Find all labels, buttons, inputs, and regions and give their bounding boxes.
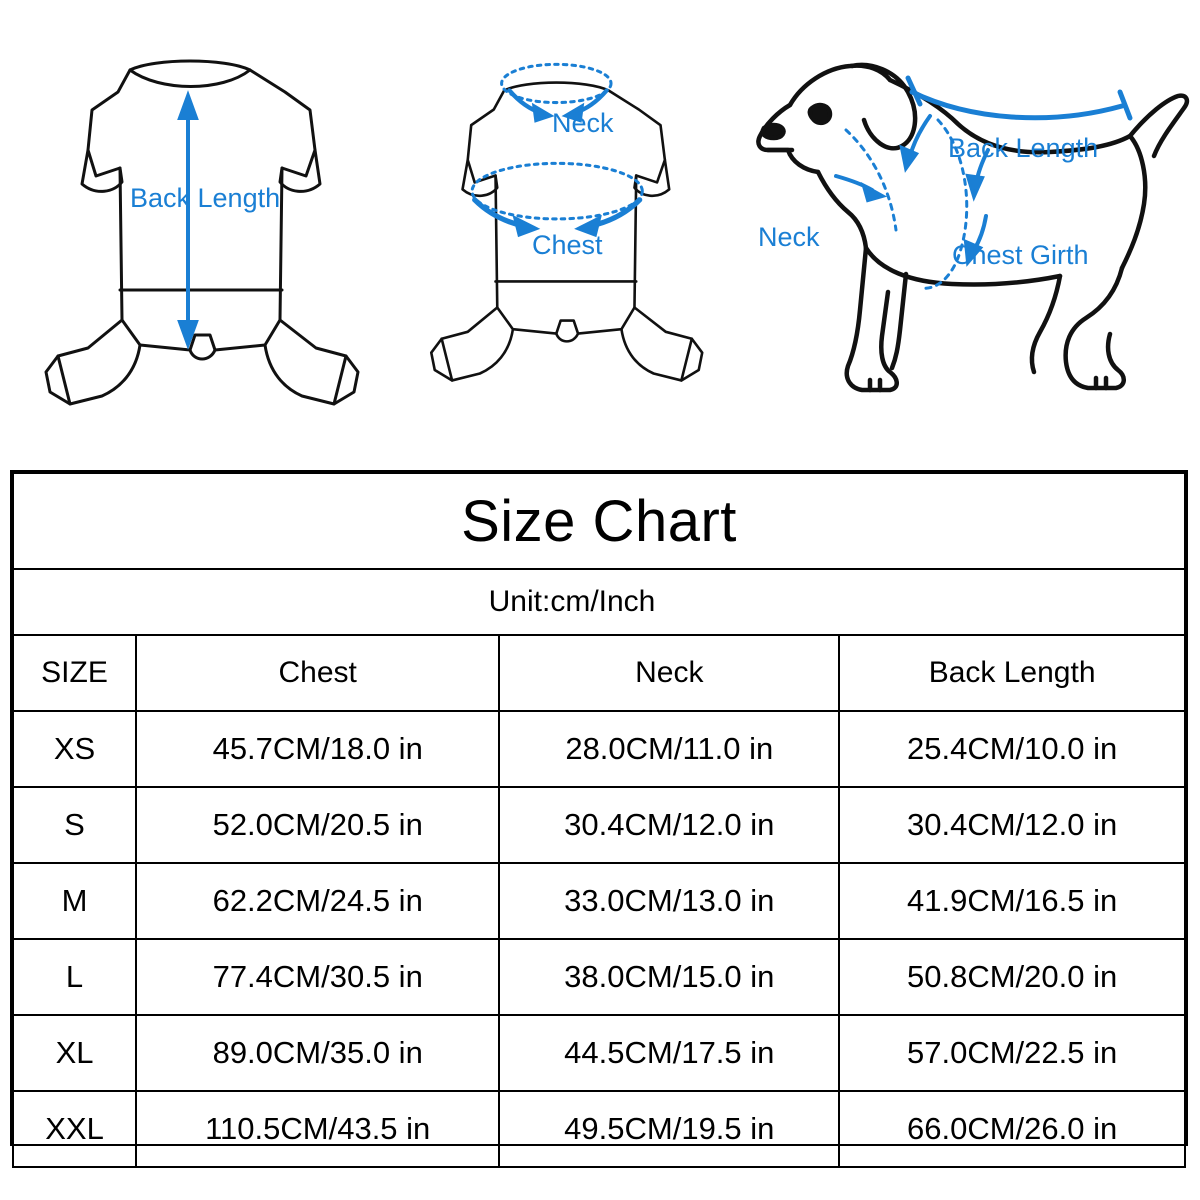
table-row	[13, 1091, 1185, 1167]
chart-title-row	[13, 473, 1185, 569]
unit-note: Unit:cm/Inch	[13, 569, 1185, 635]
label-chest-girth-dog: Chest Girth	[952, 240, 1089, 270]
cell-neck: 33.0CM/13.0 in	[499, 863, 839, 939]
table-row	[13, 1015, 1185, 1091]
cell-chest: 45.7CM/18.0 in	[136, 711, 499, 787]
header-back-length: Back Length	[839, 635, 1185, 711]
table-row	[13, 939, 1185, 1015]
cell-neck: 38.0CM/15.0 in	[499, 939, 839, 1015]
page-title: Size Chart	[13, 473, 1185, 569]
cell-back-length: 57.0CM/22.5 in	[839, 1015, 1185, 1091]
cell-chest: 89.0CM/35.0 in	[136, 1015, 499, 1091]
dog-clothes-front-view	[10, 0, 390, 450]
cell-size: S	[13, 787, 136, 863]
cell-neck: 28.0CM/11.0 in	[499, 711, 839, 787]
table-row	[13, 787, 1185, 863]
size-chart-table	[12, 472, 1186, 1168]
cell-back-length: 41.9CM/16.5 in	[839, 863, 1185, 939]
header-chest: Chest	[136, 635, 499, 711]
cell-neck: 49.5CM/19.5 in	[499, 1091, 839, 1167]
illustration-panel	[0, 0, 1200, 470]
cell-back-length: 66.0CM/26.0 in	[839, 1091, 1185, 1167]
cell-chest: 110.5CM/43.5 in	[136, 1091, 499, 1167]
cell-back-length: 25.4CM/10.0 in	[839, 711, 1185, 787]
header-size: SIZE	[13, 635, 136, 711]
dog-clothes-back-view	[400, 0, 730, 450]
table-row	[13, 711, 1185, 787]
cell-size: XL	[13, 1015, 136, 1091]
cell-back-length: 50.8CM/20.0 in	[839, 939, 1185, 1015]
cell-chest: 52.0CM/20.5 in	[136, 787, 499, 863]
chart-header-row	[13, 635, 1185, 711]
label-chest-back: Chest	[532, 230, 603, 260]
cell-chest: 77.4CM/30.5 in	[136, 939, 499, 1015]
cell-size: XXL	[13, 1091, 136, 1167]
cell-chest: 62.2CM/24.5 in	[136, 863, 499, 939]
label-neck-dog: Neck	[758, 222, 820, 252]
label-neck-back: Neck	[552, 108, 614, 138]
cell-back-length: 30.4CM/12.0 in	[839, 787, 1185, 863]
table-row	[13, 863, 1185, 939]
cell-neck: 44.5CM/17.5 in	[499, 1015, 839, 1091]
cell-size: M	[13, 863, 136, 939]
chart-unit-row	[13, 569, 1185, 635]
header-neck: Neck	[499, 635, 839, 711]
back-length-arrow	[10, 0, 390, 450]
cell-neck: 30.4CM/12.0 in	[499, 787, 839, 863]
label-back-length-dog: Back Length	[948, 133, 1099, 163]
cell-size: XS	[13, 711, 136, 787]
label-back-length-front: Back Length	[130, 183, 281, 213]
dog-measurement-diagram	[730, 0, 1190, 450]
cell-size: L	[13, 939, 136, 1015]
size-chart-table-wrapper	[10, 470, 1188, 1146]
